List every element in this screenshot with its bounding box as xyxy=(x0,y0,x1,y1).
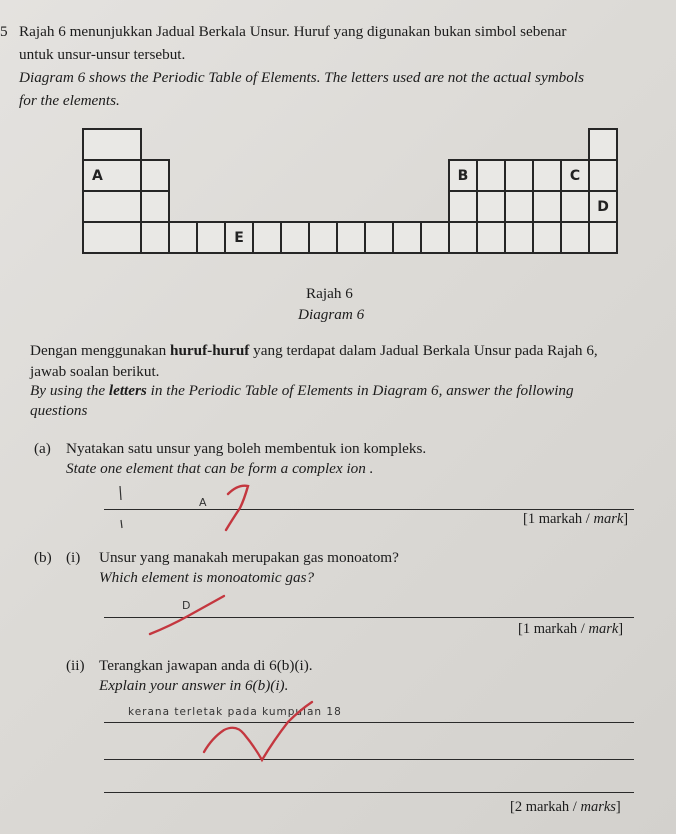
table-cell-g13-p2 xyxy=(448,159,478,192)
table-cell-g2-p3 xyxy=(140,190,170,223)
part-b-i-tick-mark xyxy=(140,592,260,642)
intro-english-2: for the elements. xyxy=(19,92,120,109)
part-b-i-marks: [1 markah / mark] xyxy=(518,621,624,637)
table-cell-g15-p2 xyxy=(504,159,534,192)
part-b-i-label: (i) xyxy=(66,549,81,566)
table-cell-g14-p4 xyxy=(476,221,506,254)
instruction-english-1: By using the letters in the Periodic Table of Elements in Diagram 6, answer the following xyxy=(30,382,574,399)
question-number: 5 xyxy=(0,23,8,40)
part-a-answer: A xyxy=(199,496,208,509)
part-b-ii-answer-line-2[interactable] xyxy=(104,759,634,760)
part-b-ii-marks: [2 markah / marks] xyxy=(510,799,621,815)
table-cell-g1-p3 xyxy=(82,190,142,223)
part-b-i-malay: Unsur yang manakah merupakan gas monoatom? xyxy=(99,549,399,566)
table-cell-g8-p4 xyxy=(308,221,338,254)
instruction-english-2: questions xyxy=(30,402,88,419)
table-cell-g16-p2 xyxy=(532,159,562,192)
part-b-ii-answer-line-1[interactable] xyxy=(104,722,634,723)
table-cell-g15-p4 xyxy=(504,221,534,254)
part-b-ii-tick-mark xyxy=(200,700,320,770)
table-cell-g1-p4 xyxy=(82,221,142,254)
table-cell-g18-p4 xyxy=(588,221,618,254)
table-cell-g18-p1 xyxy=(588,128,618,161)
instruction-malay-2: jawab soalan berikut. xyxy=(30,363,160,380)
table-cell-g15-p3 xyxy=(504,190,534,223)
table-cell-g16-p3 xyxy=(532,190,562,223)
element-letter-d: D xyxy=(597,198,609,215)
table-cell-g17-p4 xyxy=(560,221,590,254)
table-cell-g11-p4 xyxy=(392,221,422,254)
element-letter-c: C xyxy=(569,167,581,184)
caption-english: Diagram 6 xyxy=(298,306,365,323)
part-b-ii-english: Explain your answer in 6(b)(i). xyxy=(99,677,289,694)
element-letter-e: E xyxy=(234,229,244,246)
table-cell-g7-p4 xyxy=(280,221,310,254)
part-a-marks: [1 markah / mark] xyxy=(523,511,629,527)
table-cell-g2-p4 xyxy=(140,221,170,254)
table-cell-g1-p1 xyxy=(82,128,142,161)
table-cell-g9-p4 xyxy=(336,221,366,254)
table-cell-g16-p4 xyxy=(532,221,562,254)
table-cell-g12-p4 xyxy=(420,221,450,254)
table-cell-g4-p4 xyxy=(196,221,226,254)
part-a-label: (a) xyxy=(34,440,51,457)
table-cell-g6-p4 xyxy=(252,221,282,254)
table-cell-g2-p2 xyxy=(140,159,170,192)
part-a-english: State one element that can be form a complex ion . xyxy=(66,460,374,477)
table-cell-g14-p3 xyxy=(476,190,506,223)
table-cell-g18-p3 xyxy=(588,190,618,223)
caption-malay: Rajah 6 xyxy=(306,285,353,302)
intro-malay-2: untuk unsur-unsur tersebut. xyxy=(19,46,186,63)
table-cell-g5-p4 xyxy=(224,221,254,254)
table-cell-g10-p4 xyxy=(364,221,394,254)
intro-english-1: Diagram 6 shows the Periodic Table of Elements. The letters used are not the actual symbols xyxy=(19,69,584,86)
table-cell-g17-p2 xyxy=(560,159,590,192)
table-cell-g13-p4 xyxy=(448,221,478,254)
part-b-label: (b) xyxy=(34,549,52,566)
table-cell-g3-p4 xyxy=(168,221,198,254)
part-b-ii-label: (ii) xyxy=(66,657,85,674)
part-b-i-answer: D xyxy=(182,599,192,612)
part-b-ii-malay: Terangkan jawapan anda di 6(b)(i). xyxy=(99,657,313,674)
part-a-malay: Nyatakan satu unsur yang boleh membentuk ion kompleks. xyxy=(66,440,427,457)
intro-malay-1: Rajah 6 menunjukkan Jadual Berkala Unsur. Huruf yang digunakan bukan simbol sebenar xyxy=(19,23,567,40)
element-letter-a: A xyxy=(92,167,103,184)
part-b-ii-answer-line-3[interactable] xyxy=(104,792,634,793)
part-a-tick-mark xyxy=(100,478,270,538)
part-b-i-english: Which element is monoatomic gas? xyxy=(99,569,315,586)
table-cell-g1-p2 xyxy=(82,159,142,192)
table-cell-g17-p3 xyxy=(560,190,590,223)
table-cell-g13-p3 xyxy=(448,190,478,223)
element-letter-b: B xyxy=(457,167,469,184)
table-cell-g18-p2 xyxy=(588,159,618,192)
instruction-malay-1: Dengan menggunakan huruf-huruf yang terdapat dalam Jadual Berkala Unsur pada Rajah 6, xyxy=(30,342,598,359)
table-cell-g14-p2 xyxy=(476,159,506,192)
part-b-ii-answer: kerana terletak pada kumpulan 18 xyxy=(128,706,342,718)
